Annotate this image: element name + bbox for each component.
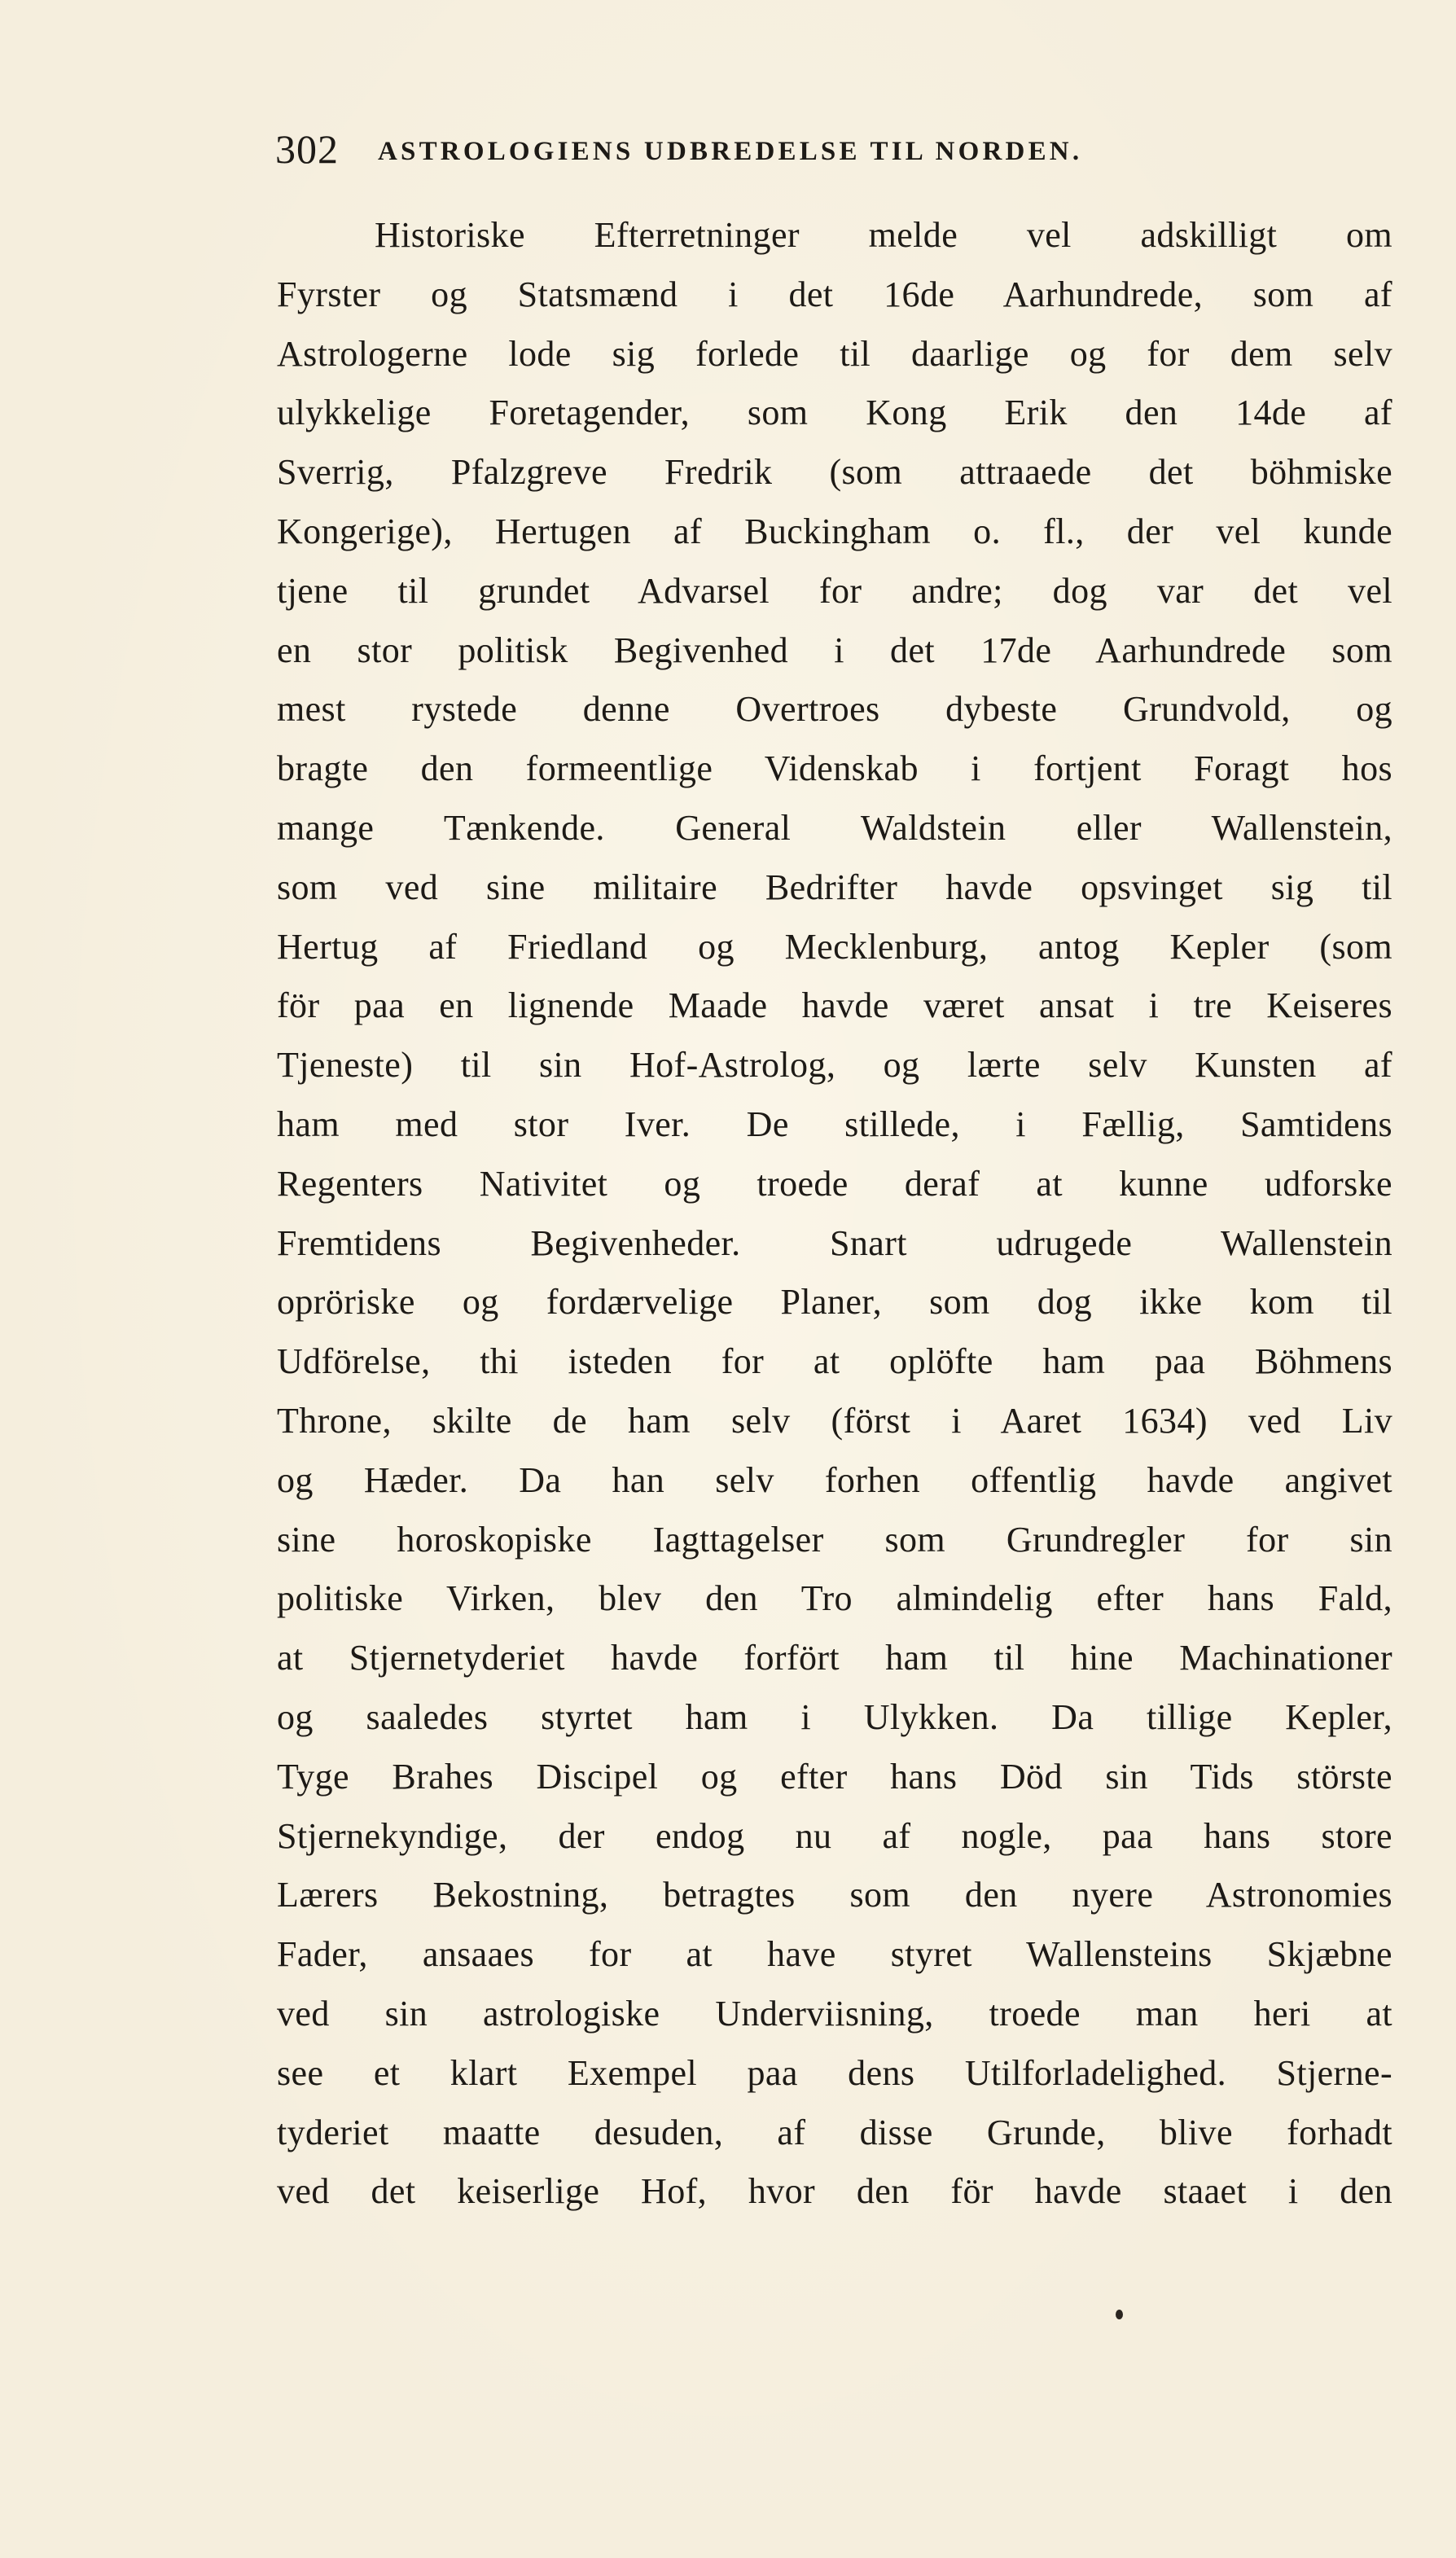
text-line: Sverrig, Pfalzgreve Fredrik (som attraaede det böhmiske (277, 452, 1392, 493)
running-title: ASTROLOGIENS UDBREDELSE TIL NORDEN. (378, 137, 1083, 166)
text-line: ulykkelige Foretagender, som Kong Erik den 14de af (277, 393, 1392, 433)
text-line: sine horoskopiske Iagttagelser som Grundregler for sin (277, 1519, 1392, 1560)
text-line: Fremtidens Begivenheder. Snart udrugede Wallenstein (277, 1222, 1392, 1263)
text-line: bragte den formeentlige Videnskab i fortjent Foragt hos (277, 748, 1392, 789)
text-line: Tjeneste) til sin Hof-Astrolog, og lærte selv Kunsten af (277, 1045, 1392, 1086)
text-line: Udförelse, thi isteden for at oplöfte ham paa Böhmens (277, 1341, 1392, 1382)
text-line: Hertug af Friedland og Mecklenburg, antog Kepler (som (277, 926, 1392, 967)
text-line: tjene til grundet Advarsel for andre; dog var det vel (277, 570, 1392, 611)
ink-speck (1116, 2310, 1123, 2319)
text-line: og Hæder. Da han selv forhen offentlig havde angivet (277, 1459, 1392, 1500)
text-line: Stjernekyndige, der endog nu af nogle, paa hans store (277, 1815, 1392, 1856)
text-line: ved det keiserlige Hof, hvor den för havde staaet i den (277, 2171, 1392, 2212)
text-line: at Stjernetyderiet havde forfört ham til hine Machinationer (277, 1638, 1392, 1678)
text-line: Fyrster og Statsmænd i det 16de Aarhundrede, som af (277, 274, 1392, 314)
text-line: opröriske og fordærvelige Planer, som dog ikke kom til (277, 1282, 1392, 1323)
text-line: politiske Virken, blev den Tro almindelig efter hans Fald, (277, 1578, 1392, 1619)
text-line: Fader, ansaaes for at have styret Wallensteins Skjæbne (277, 1934, 1392, 1975)
text-line: tyderiet maatte desuden, af disse Grunde, blive forhadt (277, 2112, 1392, 2152)
text-line: Regenters Nativitet og troede deraf at kunne udforske (277, 1163, 1392, 1204)
text-line: og saaledes styrtet ham i Ulykken. Da tillige Kepler, (277, 1696, 1392, 1737)
text-line: mange Tænkende. General Waldstein eller Wallenstein, (277, 807, 1392, 848)
page-number: 302 (275, 126, 339, 172)
text-line: ved sin astrologiske Underviisning, troede man heri at (277, 1993, 1392, 2034)
text-line: för paa en lignende Maade havde været ansat i tre Keiseres (277, 985, 1392, 1026)
running-head (275, 121, 1252, 178)
text-line: Historiske Efterretninger melde vel adskilligt om (375, 215, 1392, 255)
text-line: som ved sine militaire Bedrifter havde opsvinget sig til (277, 867, 1392, 907)
text-line: en stor politisk Begivenhed i det 17de Aarhundrede som (277, 630, 1392, 670)
text-line: see et klart Exempel paa dens Utilforladelighed. Stjerne- (277, 2052, 1392, 2093)
text-line: Astrologerne lode sig forlede til daarlige og for dem selv (277, 333, 1392, 374)
body-text (277, 206, 1392, 2222)
text-line: Lærers Bekostning, betragtes som den nyere Astronomies (277, 1875, 1392, 1915)
text-line: Kongerige), Hertugen af Buckingham o. fl., der vel kunde (277, 511, 1392, 551)
text-line: Tyge Brahes Discipel og efter hans Död sin Tids störste (277, 1756, 1392, 1797)
text-line: mest rystede denne Overtroes dybeste Grundvold, og (277, 689, 1392, 730)
text-line: Throne, skilte de ham selv (först i Aaret 1634) ved Liv (277, 1400, 1392, 1441)
text-line: ham med stor Iver. De stillede, i Fællig, Samtidens (277, 1103, 1392, 1144)
